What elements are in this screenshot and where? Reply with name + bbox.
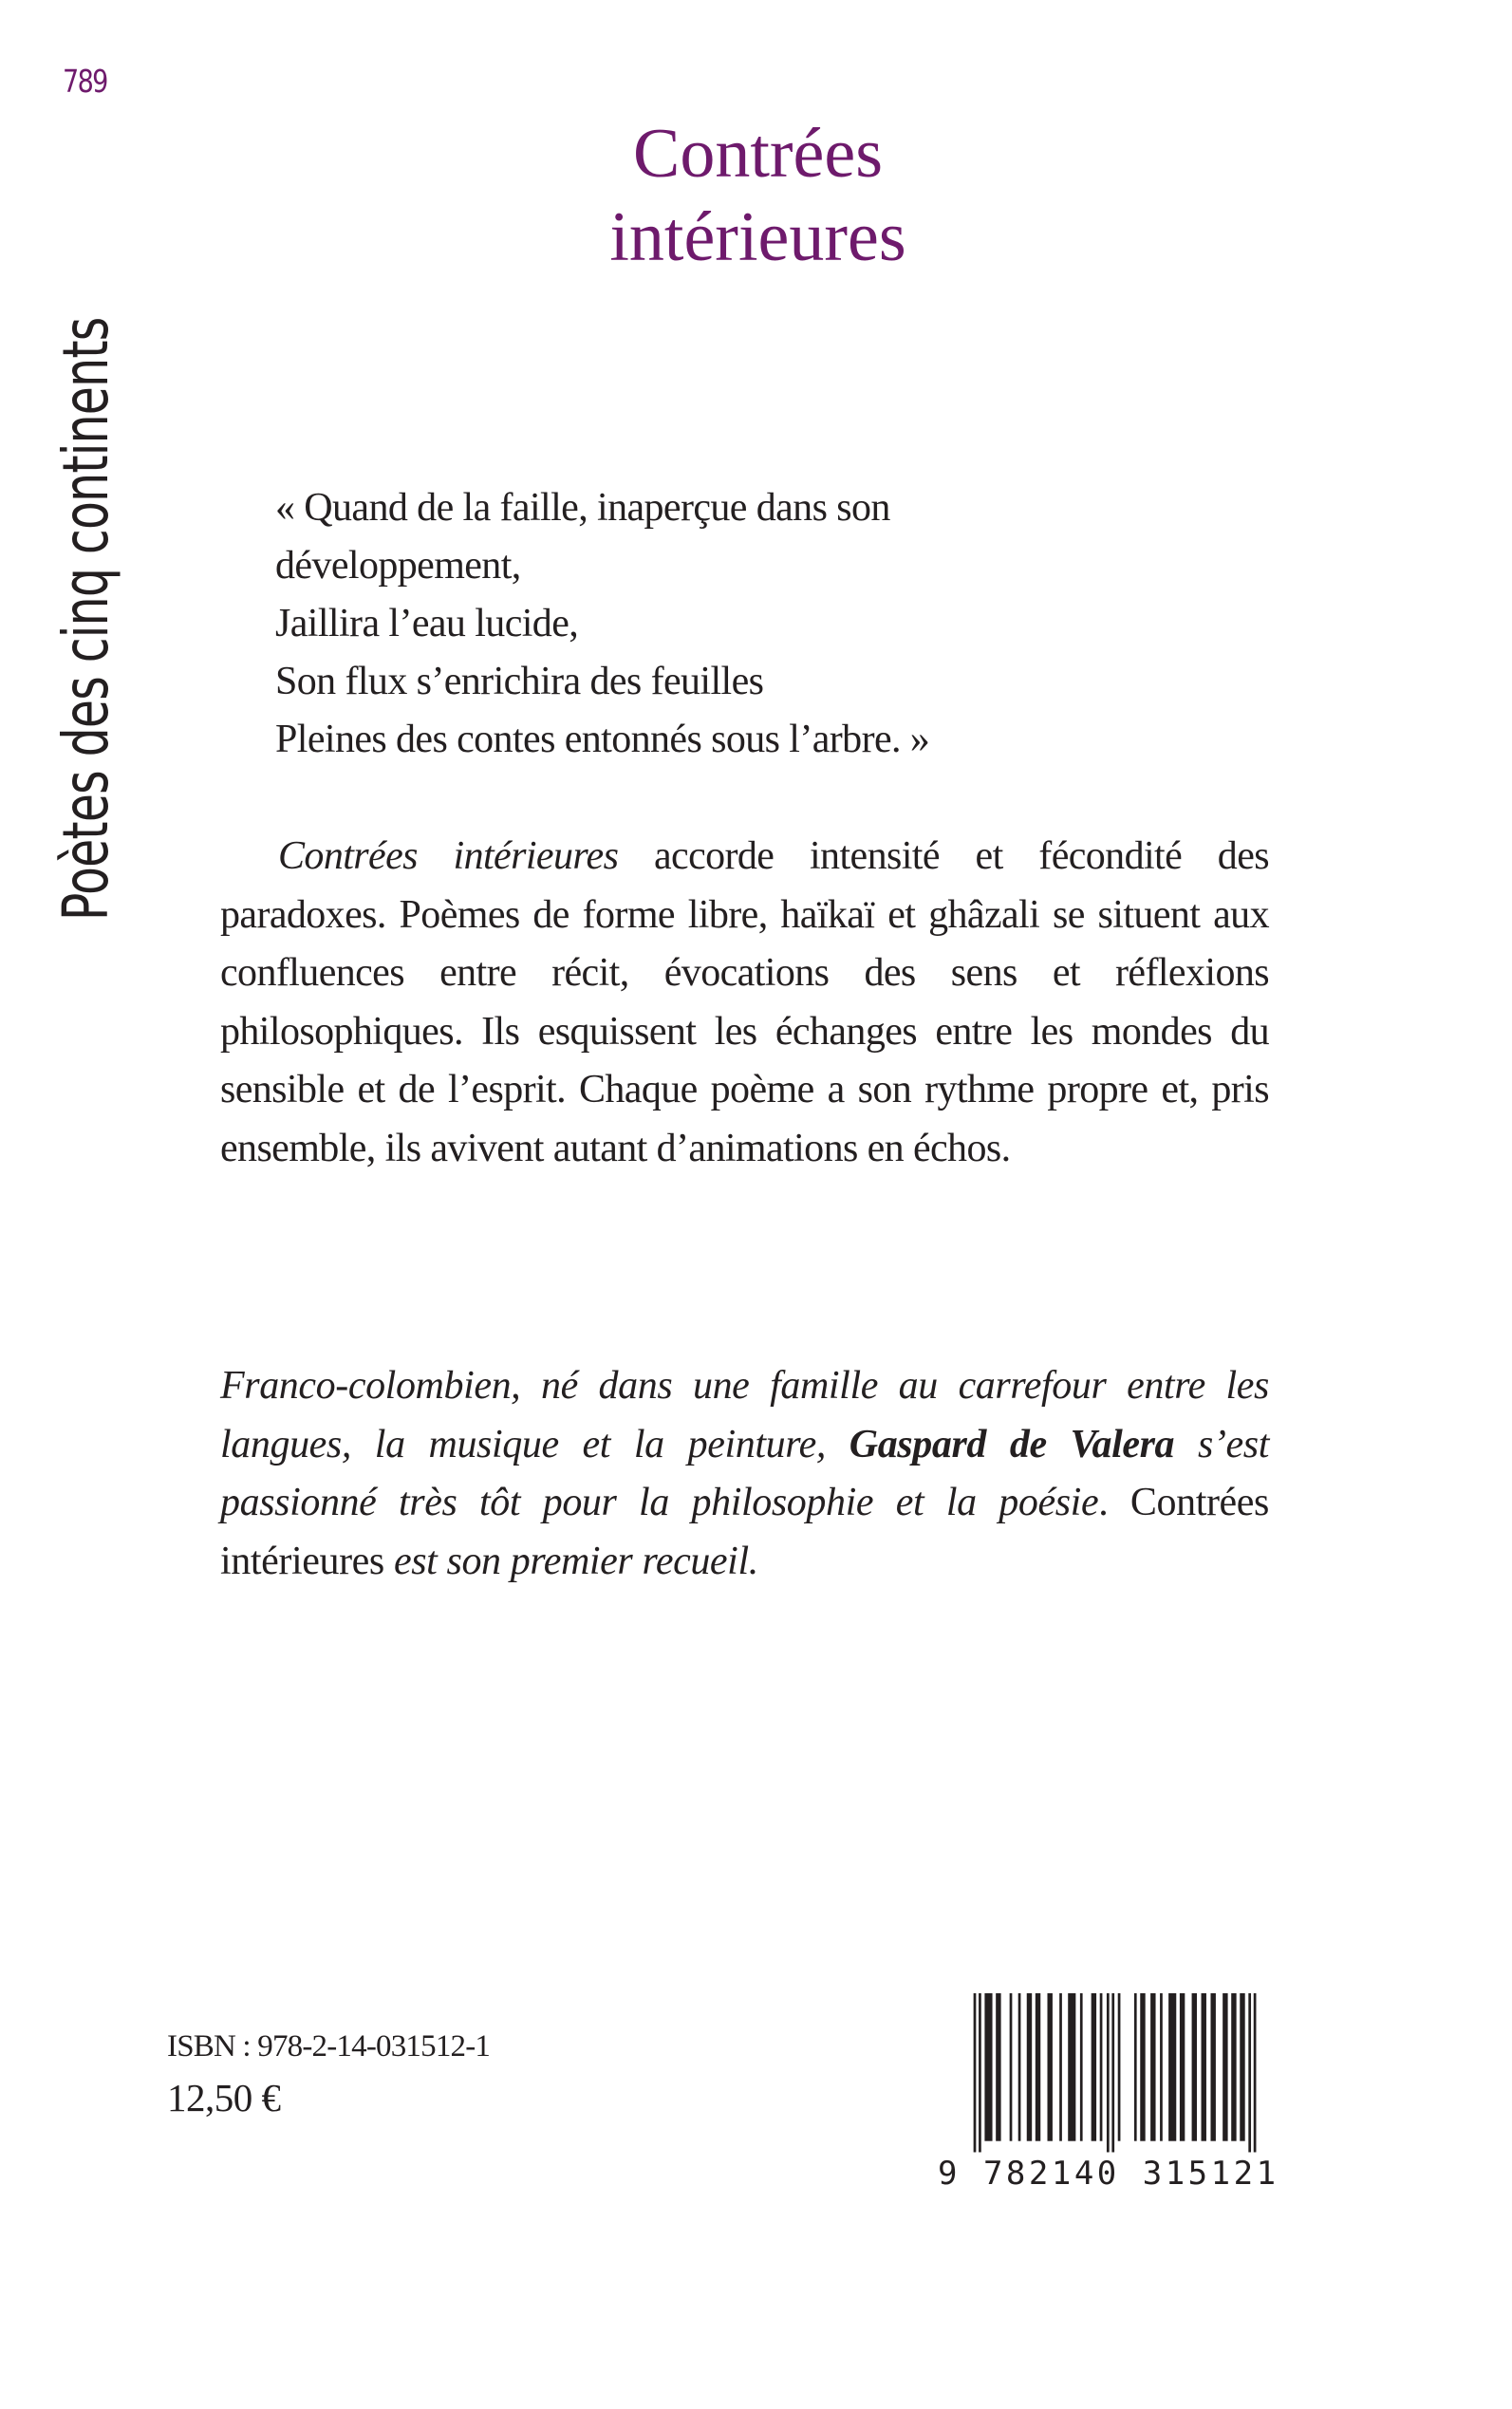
bio-text-1: Franco-colombien, né dans une famille au carrefour entre les langues, la musique et la peinture, [220,1364,1269,1466]
series-name-label: Poètes des cinq continents [49,317,122,921]
description-text: accorde intensité et fécondité des paradoxes. Poèmes de forme libre, haïkaï et ghâzali se situent aux confluences entre récit, évocations des sens et réflexions philosophiques. Ils esquissent les échanges entre les mondes du sensible et de l’esprit. Chaque poème a son rythme propre et, pris ensemble, ils avivent autant d’animations en échos. [220,834,1269,1170]
book-title [0,112,1512,279]
author-name: Gaspard de Valera [849,1422,1175,1466]
poem-excerpt [275,479,929,769]
isbn: ISBN : 978-2-14-031512-1 [167,2029,491,2064]
price: 12,50 € [167,2076,281,2120]
bio-text-4: est son premier recueil. [393,1539,758,1583]
barcode-digits: 9 782140 315121 [938,2155,1279,2193]
title-line-2: intérieures [609,198,906,276]
quote-line: Son flux s’enrichira des feuilles [275,660,764,703]
bio-text-3: . Contrées intérieures [220,1481,1269,1583]
book-description [220,828,1269,1178]
title-line-1: Contrées [632,115,884,193]
series-number: 789 [63,63,107,100]
bio-text-2: s’est passionné très tôt pour la philosophie et la poésie [220,1422,1269,1524]
quote-line: développement, [275,544,521,588]
barcode-bars [959,1993,1272,2157]
author-bio [220,1357,1269,1591]
quote-line: Pleines des contes entonnés sous l’arbre. » [275,718,930,761]
quote-line: « Quand de la faille, inaperçue dans son [275,486,890,530]
quote-line: Jaillira l’eau lucide, [275,602,579,645]
ean13-barcode-icon [938,1993,1279,2193]
description-book-title: Contrées intérieures [278,834,619,878]
